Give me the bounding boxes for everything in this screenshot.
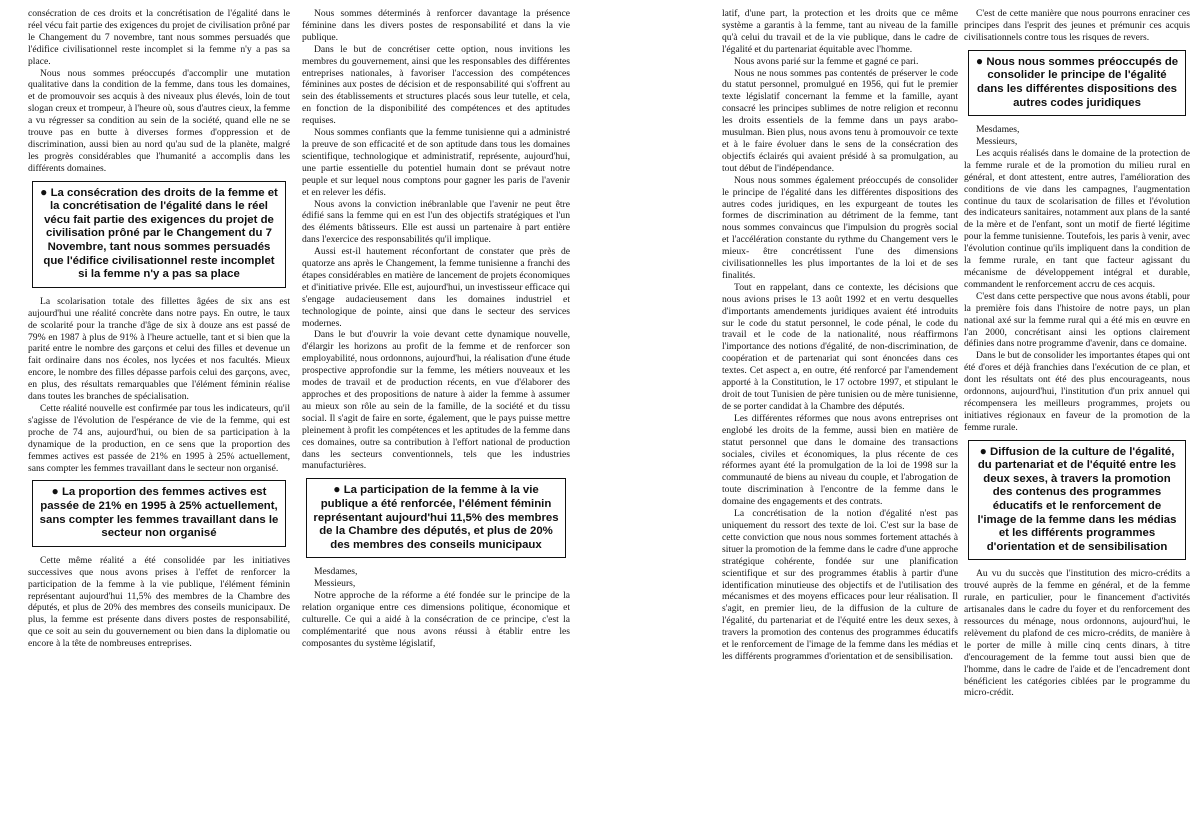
paragraph: C'est de cette manière que nous pourrons enraciner ces principes dans l'esprit des jeunes et prémunir ces acquis civilisationnels contre tous les risques de revers. <box>964 8 1190 43</box>
paragraph: C'est dans cette perspective que nous avons établi, pour la première fois dans l'histoire de notre pays, un plan national axé sur la femme rural qui a été mis en œuvre en l'an 2000, concrétisant ainsi les options clairement définies dans notre programme d'avenir, dans ce domaine. <box>964 290 1190 350</box>
paragraph: latif, d'une part, la protection et les droits que ce même système a garantis à la femme, tant au niveau de la famille qu'à celui du travail et de la vie publique, dans le cadre de l'égalité et du partenariat équitable avec l'homme. <box>722 8 958 55</box>
right-page <box>600 0 1200 820</box>
pull-quote-box <box>32 181 286 288</box>
pull-quote-text: La proportion des femmes actives est passée de 21% en 1995 à 25% actuellement, sans compter les femmes travaillant dans le secteur non organisé <box>39 486 279 540</box>
salutation: Messieurs, <box>976 136 1018 147</box>
column-4 <box>964 8 1190 816</box>
salutation: Messieurs, <box>314 578 356 590</box>
bullet-icon: ● <box>51 484 59 499</box>
paragraph: Les différentes réformes que nous avons entreprises ont englobé les droits de la femme, aussi bien en matière de statut personnel que dans le domaine des transactions sociales, civiles et économiques, la plus récente de ces réformes ayant été la promulgation de la loi de 1998 sur la communauté de biens au niveau du couple, et l'abrogation de toute discrimination à l'encontre de la femme dans le domaine des engagements et des contrats. <box>722 412 958 508</box>
paragraph: Dans le but de concrétiser cette option, nous invitions les membres du gouvernement, ainsi que les responsables des différentes entreprises nationales, à favoriser l'accession des compétences féminines aux postes de décision et de responsabilité qui s'offrent au sein des établissements et structures placés sous leur tutelle, et cela, en fonction de la disponibilité des compétences et des aptitudes requises. <box>302 43 570 127</box>
paragraph: La concrétisation de la notion d'égalité n'est pas uniquement du ressort des texte de loi. C'est sur la base de cette conviction que nous nous sommes fortement attachés à situer la promotion de la femme dans le cadre d'une approche stratégique cohérente, fondée sur une planification scientifique et sur des programmes établis à partir d'une identification minutieuse des objectifs et de l'utilisation des mécanismes et des moyens efficaces pour leur réalisation. Il s'agit, en premier lieu, de la diffusion de la culture de l'égalité, du partenariat et de l'équité entre les deux sexes, à travers la promotion des contenus des programmes éducatifs et le renforcement de l'image de la femme dans les médias et les différents programmes d'orientation et de sensibilisation. <box>722 508 958 662</box>
pull-quote-box <box>968 440 1186 561</box>
column-2 <box>302 8 570 816</box>
pull-quote-box <box>968 50 1186 116</box>
paragraph: Nous sommes déterminés à renforcer davantage la présence féminine dans les divers postes de responsabilité et dans la vie publique. <box>302 8 570 43</box>
pull-quote-box <box>306 478 566 558</box>
paragraph: Dans le but d'ouvrir la voie devant cette dynamique nouvelle, d'élargir les horizons au profit de la femme et de renforcer son employabilité, nous ordonnons, aujourd'hui, la réalisation d'une étude prospective approfondie sur la femme, les métiers nouveaux et les modes de travail et de production récents, en vue d'élaborer des approches et des propositions de nature à aider la femme à assumer au mieux son rôle au sein de la famille, de la société et du tissu social. Il s'agit de faire en sorte, également, que le pays puisse mettre pleinement à profit les compétences et les aptitudes de la femme dans ces domaines, outre sa contribution à l'effort national de production dans les secteurs conventionnels, tels que les industries manufacturières. <box>302 329 570 472</box>
paragraph: Nous nous sommes également préoccupés de consolider le principe de l'égalité dans les différentes dispositions des autres codes juridiques, en les expurgeant de toutes les formes de discrimination au détriment de la femme, tant nous sommes convaincus que l'impulsion du progrès social et l'accélération constante du rythme du Changement vers le mieux- être concrétissent l'une des dimensions civilisationnelles les plus importantes de la loi et de ses finalités. <box>722 174 958 281</box>
paragraph: Tout en rappelant, dans ce contexte, les décisions que nous avions prises le 13 août 1992 et en vertu desquelles d'importants amendements juridiques avaient été introduits sur le code du statut personnel, le code pénal, le code du travail et le code de la nationalité, nous réaffirmons l'importance des notions d'égalité, de non-discrimination, de coopération et de partenariat qui sont énoncées dans ces textes. Cet aspect a, en outre, été renforcé par l'amendement apporté à la Constitution, le 17 octobre 1997, et stipulant le droit de tout Tunisien de père tunisien ou de mère tunisienne, de se porter candidat à la Chambre des députés. <box>722 281 958 412</box>
paragraph: Nous sommes confiants que la femme tunisienne qui a administré la preuve de son efficacité et de son aptitude dans tous les domaines scientifique, technologique et administratif, représente, aujourd'hui, une partie essentielle du potentiel humain dont se prévaut notre peuple et sur lequel nous comptons pour gagner les paris de l'avenir et en relever les défis. <box>302 127 570 198</box>
bullet-icon: ● <box>333 482 341 497</box>
paragraph: Cette même réalité a été consolidée par les initiatives successives que nous avons prises à l'effet de renforcer la participation de la femme à la vie publique, l'élément féminin représentant aujourd'hui 11,5% des membres de la Chambre des députés, et plus de 20% des membres des conseils municipaux. De plus, la femme est présente dans divers postes de responsabilité, que ce soit au sein du gouvernement ou bien dans la diplomatie ou encore à la tête de nombreuses entreprises. <box>28 554 290 650</box>
paragraph: Nous avons la conviction inébranlable que l'avenir ne peut être édifié sans la femme qui en est l'un des objectifs stratégiques et l'un des éléments bâtisseurs. Elle est aussi un partenaire à part entière dans l'exercice des responsabilités qu'il implique. <box>302 198 570 246</box>
pull-quote-box <box>32 480 286 546</box>
paragraph: La scolarisation totale des fillettes âgées de six ans est aujourd'hui une réalité concrète dans notre pays. En outre, le taux de scolarité pour la tranche d'âge de six à douze ans est passé de 79% en 1987 à plus de 91% à l'heure actuelle, tant et si bien que la parité entre le nombre des garçons et celui des filles et devenue un fait ordinaire dans nos écoles, nos lycées et nos facultés. Mieux encore, le nombre des filles dépasse parfois celui des garçons, avec, en plus, des résultats remarquables que l'élément féminin réalise dans toutes les branches de spécialisation. <box>28 295 290 403</box>
bullet-icon: ● <box>979 443 987 458</box>
paragraph: Au vu du succès que l'institution des micro-crédits a trouvé auprès de la femme en général, et de la femme rurale, en particulier, pour le financement d'activités artisanales dans le cadre du foyer et du renforcement des ressources du ménage, nous ordonnons, aujourd'hui, le relèvement du plafond de ces micro-crédits, de manière à le porter de mille à mille cinq cents dinars, à titre d'encouragement de la femme tout aussi bien que de l'homme, dans le cadre de l'aide et de l'encadrement dont bénéficient les catégories ciblées par le programme du micro-crédit. <box>964 568 1190 699</box>
pull-quote-text: Diffusion de la culture de l'égalité, du partenariat et de l'équité entre les deux sexes, à travers la promotion des contenus des programmes éducatifs et le renforcement de l'image de la femme dans les médias et les différents programmes d'orientation et de sensibilisation <box>977 445 1177 553</box>
column-3 <box>722 8 958 816</box>
paragraph: Nous avons parié sur la femme et gagné ce pari. <box>734 55 919 67</box>
salutation: Mesdames, <box>976 124 1020 136</box>
pull-quote-text: La participation de la femme à la vie publique a été renforcée, l'élément féminin représentant aujourd'hui 11,5% des membres de la Chambre des députés, et plus de 20% des membres des conseils municipaux <box>313 484 559 551</box>
paragraph: Nous nous sommes préoccupés d'accomplir une mutation qualitative dans la condition de la femme, dans tous les domaines, et de promouvoir ses acquis à des niveaux plus élevés, loin de tout slogan creux et trompeur, à l'heure où, sous d'autres cieux, la femme a vu régresser sa condition au sein de la société, quand elle ne se trouve pas en butte à diverses formes d'oppression et de discrimination, aussi bien au nord qu'au sud de la planète, malgré les progrès considérables que l'humanité a accomplis dans les différents domaines. <box>28 67 290 174</box>
paragraph: Cette réalité nouvelle est confirmée par tous les indicateurs, qu'il s'agisse de l'évolution de l'espérance de vie de la femme, qui est proche de 74 ans, aujourd'hui, ou bien de sa participation à la dynamique de la production, en ce sens que la proportion des femmes actives est passée de 21% en 1995 à 25% actuellement, sans compter les femmes travaillant dans le secteur non organisé. <box>28 403 290 474</box>
pull-quote-text: La consécration des droits de la femme et la concrétisation de l'égalité dans le réel vécu fait partie des exigences du projet de civilisation prôné par le Changement du 7 Novembre, tant nous sommes persuadés que l'édifice civilisationnel reste incomplet si la femme n'y a pas sa place <box>43 186 278 281</box>
bullet-icon: ● <box>975 53 984 68</box>
bullet-icon: ● <box>40 184 48 199</box>
paragraph: Les acquis réalisés dans le domaine de la protection de la femme rurale et de la promotion du milieu rural en général, et dont attestent, entre autres, l'amélioration des conditions de vie dans les campagnes, l'augmentation continue du taux de scolarisation de filles et l'évolution des indicateurs sanitaires, notamment aux plans de la santé de la mère et de l'enfant, sont un motif de fierté légitime pour la femme tunisienne. Toutefois, les paris à venir, avec l'évolution continue qu'ils impliquent dans la condition de la femme rurale, en tant que facteur agissant du mécanisme de développement intégral et durable, commandent le renforcement accru de ces acquis. <box>964 147 1190 290</box>
column-1 <box>28 8 290 816</box>
paragraph: Dans le but de consolider les importantes étapes qui ont été d'ores et déjà franchies dans l'exécution de ce plan, et dont les résultats ont été des plus encourageants, nous ordonnons, aujourd'hui, l'institution d'un prix annuel qui récompensera les meilleurs programmes, projets ou initiatives régionaux en faveur de la promotion de la femme rurale. <box>964 350 1190 433</box>
pull-quote-text: Nous nous sommes préoccupés de consolider le principe de l'égalité dans les différentes dispositions des autres codes juridiques <box>976 55 1179 109</box>
paragraph: Aussi est-il hautement réconfortant de constater que près de quatorze ans après le Changement, la femme tunisienne a franchi des étapes considérables en matière de lancement de projets économiques et d'initiative privée. Elle est, aujourd'hui, un investisseur efficace qui s'engage audacieusement dans les domaines industriel et technologique de pointe, ainsi que dans le secteur des services modernes. <box>302 246 570 329</box>
salutation: Mesdames, <box>314 566 358 578</box>
paragraph: Nous ne nous sommes pas contentés de préserver le code du statut personnel, promulgué en 1956, qui fut le premier texte législatif concernant la femme et la famille, ayant consacré les principes sublimes de notre religion et reconnu les droits essentiels de la femme dans un pays arabo-musulman. Bien plus, nous avons tenu à promouvoir ce texte et à le faire évoluer dans le sens de la consécration des objectifs éclairés qui avaient présidé à sa promulgation, au tout début de l'indépendance. <box>722 67 958 174</box>
paragraph: consécration de ces droits et la concrétisation de l'égalité dans le réel vécu fait partie des exigences du projet de civilisation prôné par le Changement du 7 novembre, tant nous sommes persuadés que l'édifice civilisationnel reste incomplet si la femme n'y a pas sa place. <box>28 8 290 67</box>
paragraph: Notre approche de la réforme a été fondée sur le principe de la relation organique entre ces dimensions politique, économique et culturelle. Ce qui a aidé à la consécration de ce principe, c'est la complémentarité que nous avons réussi à établir entre les composantes du système législatif, <box>302 590 570 649</box>
